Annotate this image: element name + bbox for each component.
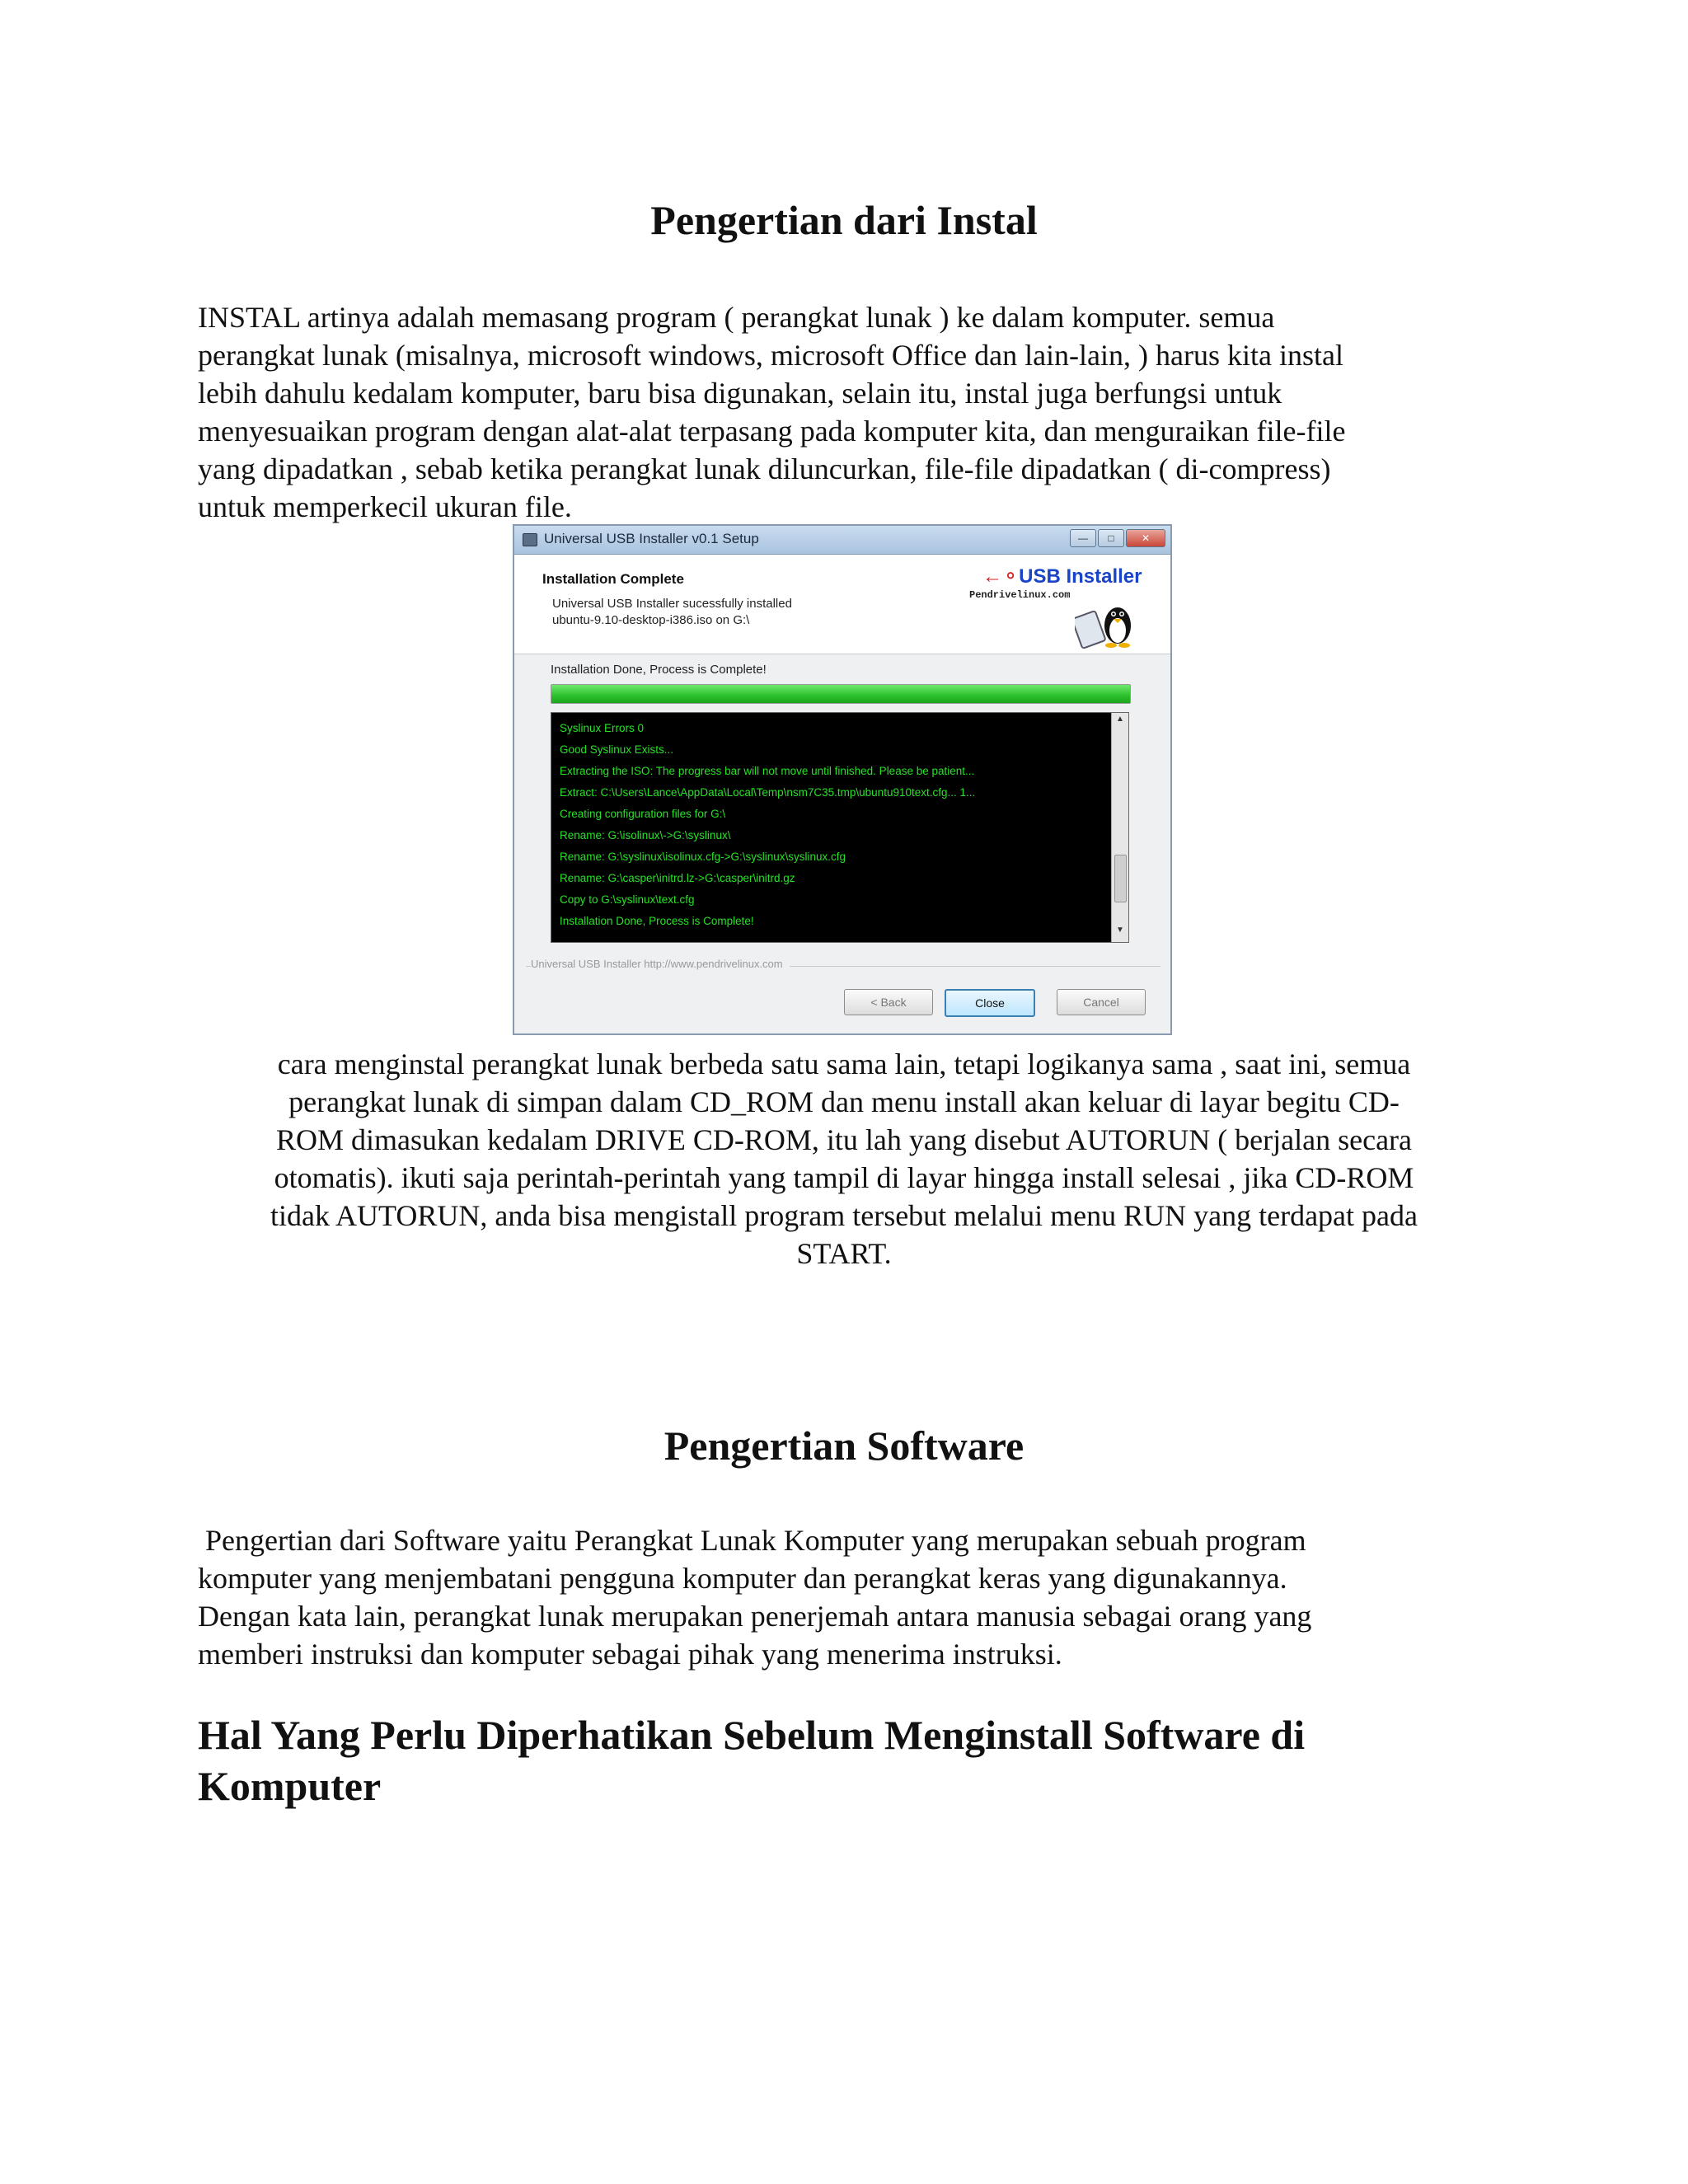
footer-label: Universal USB Installer http://www.pendrivelinux.com [531, 958, 790, 970]
logo-subtitle: Pendrivelinux.com [969, 589, 1071, 601]
logo-main-text: USB Installer [1019, 565, 1142, 588]
paragraph-cara-menginstal [191, 1045, 1497, 1272]
console-line: Extract: C:\Users\Lance\AppData\Local\Temp\nsm7C35.tmp\ubuntu910text.cfg... 1... [560, 786, 976, 799]
console-scrollbar[interactable] [1111, 713, 1128, 942]
heading-line: Komputer [198, 1763, 382, 1809]
console-line: Good Syslinux Exists... [560, 743, 674, 756]
text-line: perangkat lunak (misalnya, microsoft windows, microsoft Office dan lain-lain, ) harus kita instal [198, 339, 1343, 372]
scroll-down-icon[interactable]: ▼ [1116, 926, 1124, 935]
paragraph-instal [198, 298, 1500, 526]
text-line: yang dipadatkan , sebab ketika perangkat lunak diluncurkan, file-file dipadatkan ( di-compress) [198, 452, 1331, 485]
window-title: Universal USB Installer v0.1 Setup [544, 531, 759, 546]
text-line: Dengan kata lain, perangkat lunak merupakan penerjemah antara manusia sebagai orang yang [198, 1600, 1312, 1633]
installer-header [514, 555, 1170, 654]
minimize-icon: — [1070, 529, 1096, 547]
text-line: untuk memperkecil ukuran file. [198, 490, 572, 523]
heading-hal-yang-perlu [198, 1709, 1517, 1811]
heading-pengertian-software: Pengertian Software [663, 1422, 1025, 1469]
console-lines [560, 718, 1104, 932]
installer-header-description [552, 596, 882, 629]
console-line: Extracting the ISO: The progress bar will not move until finished. Please be patient... [560, 765, 975, 777]
installer-header-title: Installation Complete [542, 571, 684, 587]
text-line: START. [796, 1237, 892, 1270]
text-line: komputer yang menjembatani pengguna komputer dan perangkat keras yang digunakannya. [198, 1562, 1287, 1595]
console-line: Installation Done, Process is Complete! [560, 915, 754, 927]
console-line: Rename: G:\casper\initrd.lz->G:\casper\initrd.gz [560, 872, 795, 884]
heading-pengertian-instal: Pengertian dari Instal [650, 197, 1038, 243]
scroll-up-icon[interactable]: ▲ [1116, 715, 1124, 724]
usb-arrow-icon: ←⚬ [982, 565, 1020, 588]
maximize-icon: □ [1098, 529, 1124, 547]
console-line: Rename: G:\isolinux\->G:\syslinux\ [560, 829, 731, 841]
progress-fill [551, 685, 1130, 703]
console-log [551, 712, 1129, 943]
console-line: Copy to G:\syslinux\text.cfg [560, 893, 695, 906]
text-line: otomatis). ikuti saja perintah-perintah yang tampil di layar hingga install selesai , jika CD-ROM [274, 1161, 1414, 1194]
text-line: menyesuaikan program dengan alat-alat terpasang pada komputer kita, dan menguraikan file-file [198, 415, 1346, 448]
text-line: lebih dahulu kedalam komputer, baru bisa digunakan, selain itu, instal juga berfungsi untuk [198, 377, 1282, 410]
close-button[interactable]: Close [945, 989, 1035, 1017]
close-icon: ✕ [1126, 529, 1165, 547]
window-controls [1070, 529, 1165, 547]
tux-penguin-icon [1075, 596, 1141, 650]
console-line: Rename: G:\syslinux\isolinux.cfg->G:\syslinux\syslinux.cfg [560, 851, 846, 863]
text-line: cara menginstal perangkat lunak berbeda satu sama lain, tetapi logikanya sama , saat ini, semua [277, 1047, 1411, 1080]
back-button[interactable]: < Back [844, 989, 933, 1015]
text-line: Pengertian dari Software yaitu Perangkat Lunak Komputer yang merupakan sebuah program [198, 1524, 1306, 1557]
text-line: INSTAL artinya adalah memasang program ( perangkat lunak ) ke dalam komputer. semua [198, 301, 1275, 334]
text-line: tidak AUTORUN, anda bisa mengistall program tersebut melalui menu RUN yang terdapat pada [270, 1199, 1418, 1232]
text-line: memberi instruksi dan komputer sebagai pihak yang menerima instruksi. [198, 1638, 1062, 1671]
console-line: Syslinux Errors 0 [560, 722, 645, 734]
cancel-button[interactable]: Cancel [1057, 989, 1146, 1015]
paragraph-software [198, 1521, 1500, 1673]
text-line: ROM dimasukan kedalam DRIVE CD-ROM, itu lah yang disebut AUTORUN ( berjalan secara [275, 1123, 1413, 1156]
heading-line: Hal Yang Perlu Diperhatikan Sebelum Menginstall Software di [198, 1712, 1306, 1758]
console-line: Creating configuration files for G:\ [560, 808, 726, 820]
description-line: ubuntu-9.10-desktop-i386.iso on G:\ [552, 613, 750, 627]
text-line: perangkat lunak di simpan dalam CD_ROM dan menu install akan keluar di layar begitu CD- [288, 1085, 1400, 1118]
usb-installer-logo [982, 565, 1142, 588]
progress-bar [551, 684, 1131, 704]
app-icon [523, 533, 537, 546]
installer-screenshot [513, 524, 1172, 1035]
scroll-thumb[interactable] [1114, 855, 1127, 902]
status-text: Installation Done, Process is Complete! [551, 663, 767, 677]
window-titlebar [514, 526, 1170, 555]
description-line: Universal USB Installer sucessfully installed [552, 597, 792, 611]
